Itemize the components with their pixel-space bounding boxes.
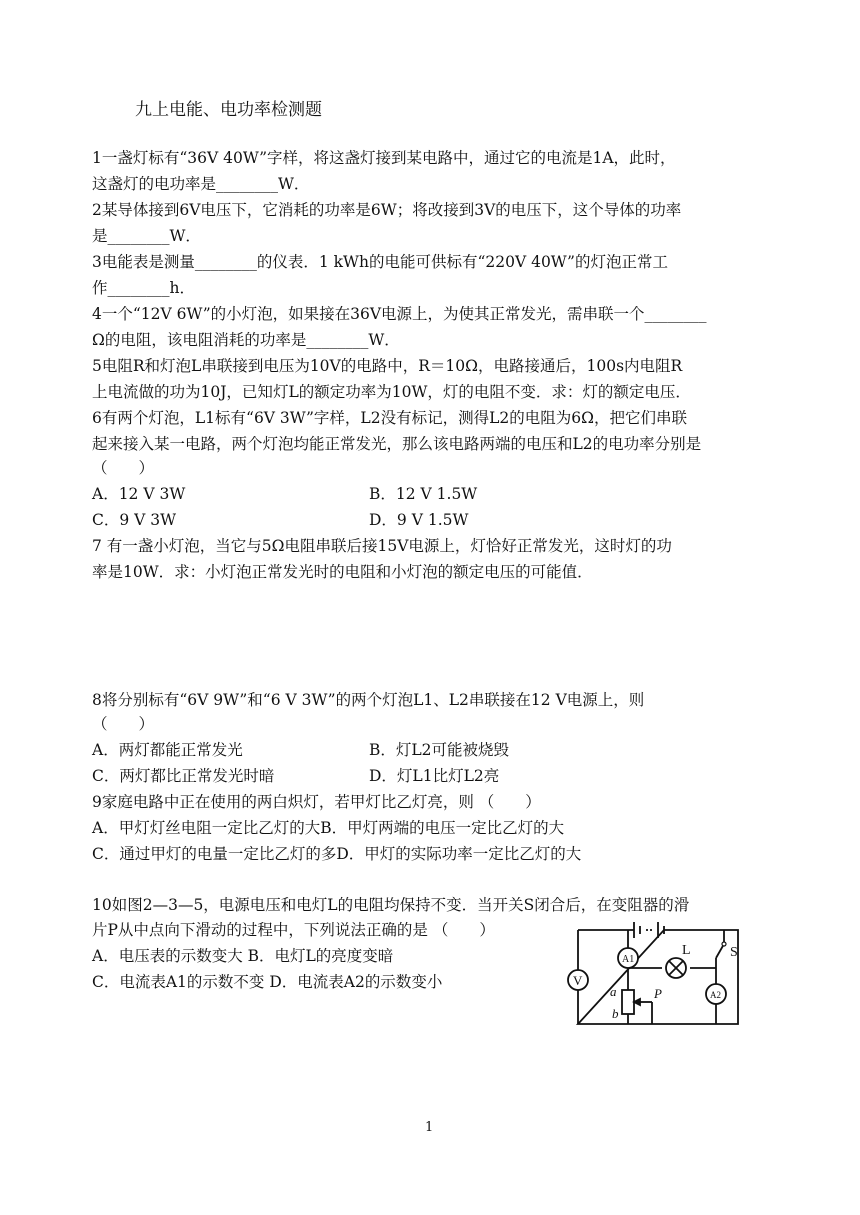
q8-bracket: （ ）: [92, 715, 155, 733]
q6-option-b: B．12 V 1.5W: [369, 485, 478, 503]
q7-line2: 率是10W．求：小灯泡正常发光时的电阻和小灯泡的额定电压的可能值．: [92, 563, 593, 581]
q5-line1: 5电阻R和灯泡L串联接到电压为10V的电路中，R＝10Ω，电路接通后，100s内电阻R: [92, 357, 683, 375]
q6-line2: 起来接入某一电路，两个灯泡均能正常发光，那么该电路两端的电压和L2的电功率分别是: [92, 435, 702, 453]
q5-line2: 上电流做的功为10J，已知灯L的额定功率为10W，灯的电阻不变．求：灯的额定电压．: [92, 383, 691, 401]
ammeter1-label: A1: [622, 954, 635, 965]
circuit-diagram: [566, 914, 756, 1032]
q3-line1: 3电能表是测量________的仪表．1 kWh的电能可供标有“220V 40W”的灯泡正常工: [92, 253, 668, 271]
q8-option-b: B．灯L2可能被烧毁: [369, 741, 510, 759]
voltmeter-label: V: [573, 973, 583, 988]
q8-option-c: C．两灯都比正常发光时暗: [92, 767, 275, 785]
q6-option-d: D．9 V 1.5W: [369, 511, 469, 529]
lamp-label: L: [682, 943, 691, 958]
page-number: 1: [425, 1120, 434, 1135]
q10-line1: 10如图2—3—5，电源电压和电灯L的电阻均保持不变．当开关S闭合后，在变阻器的滑: [92, 896, 690, 914]
q4-line1: 4一个“12V 6W”的小灯泡，如果接在36V电源上，为使其正常发光，需串联一个________: [92, 305, 707, 323]
q2-line2: 是________W．: [92, 227, 201, 245]
q3-line2: 作________h．: [92, 279, 195, 297]
switch-label: S: [730, 945, 738, 960]
q10-options-ab: A．电压表的示数变大 B．电灯L的亮度变暗: [92, 947, 394, 965]
q1-line2: 这盏灯的电功率是________W．: [92, 175, 310, 193]
q9-options-ab: A．甲灯灯丝电阻一定比乙灯的大B．甲灯两端的电压一定比乙灯的大: [92, 819, 565, 837]
rheostat-b-label: b: [612, 1006, 619, 1021]
q9-line1: 9家庭电路中正在使用的两白炽灯，若甲灯比乙灯亮，则 （ ）: [92, 793, 541, 811]
q8-option-d: D．灯L1比灯L2亮: [369, 767, 500, 785]
q1-line1: 1一盏灯标有“36V 40W”字样，将这盏灯接到某电路中，通过它的电流是1A，此时，: [92, 149, 676, 167]
q10-options-cd: C．电流表A1的示数不变 D．电流表A2的示数变小: [92, 973, 443, 991]
q2-line1: 2某导体接到6V电压下，它消耗的功率是6W；将改接到3V的电压下，这个导体的功率: [92, 201, 682, 219]
q8-option-a: A．两灯都能正常发光: [92, 741, 243, 759]
q4-line2: Ω的电阻，该电阻消耗的功率是________W．: [92, 331, 400, 349]
q7-line1: 7 有一盏小灯泡，当它与5Ω电阻串联后接15V电源上，灯恰好正常发光，这时灯的功: [92, 537, 672, 555]
q10-line2: 片P从中点向下滑动的过程中，下列说法正确的是 （ ）: [92, 921, 495, 939]
q6-line1: 6有两个灯泡，L1标有“6V 3W”字样，L2没有标记，测得L2的电阻为6Ω，把它们串联: [92, 409, 687, 427]
ammeter2-label: A2: [710, 990, 721, 1000]
slider-p-label: P: [654, 986, 662, 1001]
rheostat-a-label: a: [610, 984, 617, 999]
q8-line1: 8将分别标有“6V 9W”和“6 V 3W”的两个灯泡L1、L2串联接在12 V电源上，则: [92, 691, 645, 709]
q6-option-c: C．9 V 3W: [92, 511, 177, 529]
q6-bracket: （ ）: [92, 459, 155, 477]
q6-option-a: A．12 V 3W: [92, 485, 186, 503]
page-title: 九上电能、电功率检测题: [135, 100, 322, 120]
q9-options-cd: C．通过甲灯的电量一定比乙灯的多D．甲灯的实际功率一定比乙灯的大: [92, 845, 582, 863]
